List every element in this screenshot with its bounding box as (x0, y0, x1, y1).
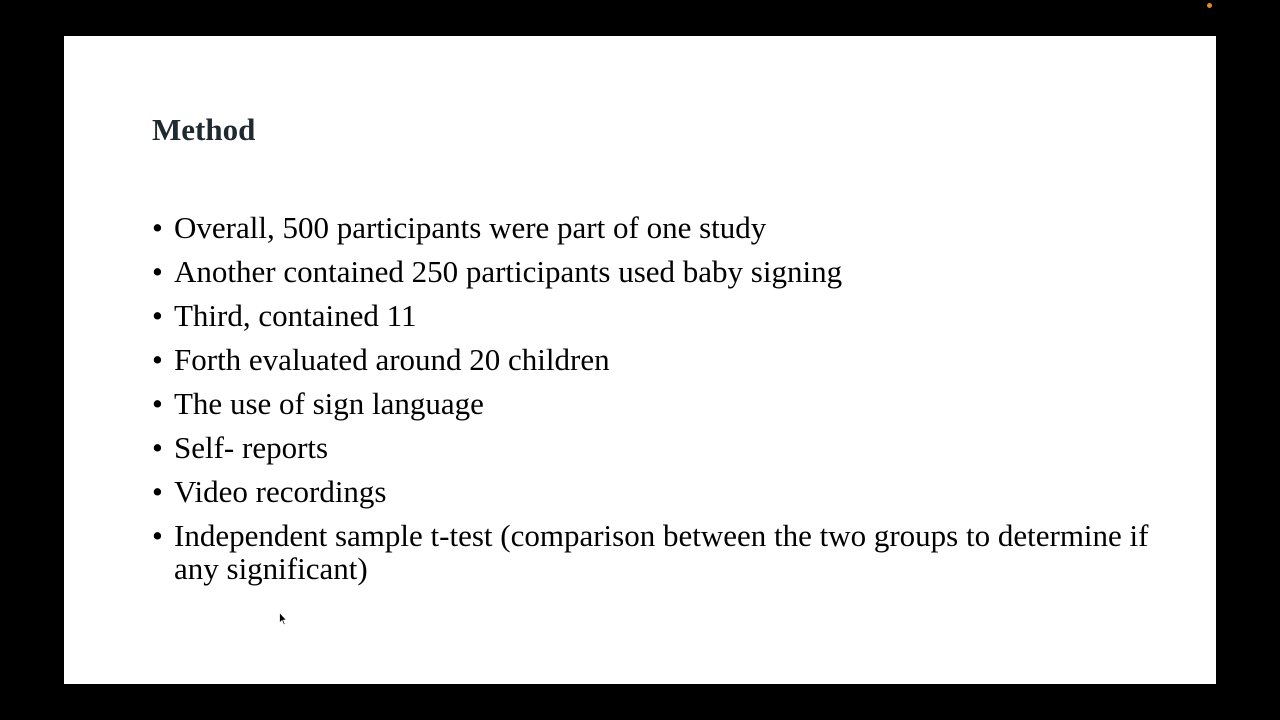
bullet-dot-icon: • (152, 386, 163, 421)
bullet-dot-icon: • (152, 254, 163, 289)
bullet-list (152, 211, 1152, 596)
bullet-item (152, 475, 1152, 508)
bullet-dot-icon: • (152, 298, 163, 333)
recording-indicator-icon (1207, 3, 1212, 8)
bullet-item (152, 343, 1152, 376)
bullet-text: Video recordings (174, 474, 387, 509)
bullet-text: Overall, 500 participants were part of one study (174, 210, 767, 245)
bullet-item (152, 211, 1152, 244)
bullet-item (152, 431, 1152, 464)
slide-title: Method (152, 112, 256, 147)
bullet-dot-icon: • (152, 430, 163, 465)
bullet-item (152, 255, 1152, 288)
mouse-pointer-icon (279, 612, 287, 626)
bullet-text: Another contained 250 participants used baby signing (174, 254, 843, 289)
bullet-item (152, 519, 1152, 585)
bullet-text: The use of sign language (174, 386, 484, 421)
bullet-text: Self- reports (174, 430, 329, 465)
bullet-item (152, 299, 1152, 332)
bullet-text: Independent sample t-test (comparison between the two groups to determine if any significant) (174, 518, 1149, 586)
bullet-item (152, 387, 1152, 420)
bullet-text: Third, contained 11 (174, 298, 417, 333)
bullet-dot-icon: • (152, 210, 163, 245)
slide-canvas (64, 36, 1216, 684)
bullet-text: Forth evaluated around 20 children (174, 342, 610, 377)
bullet-dot-icon: • (152, 474, 163, 509)
bullet-dot-icon: • (152, 342, 163, 377)
bullet-dot-icon: • (152, 518, 163, 553)
